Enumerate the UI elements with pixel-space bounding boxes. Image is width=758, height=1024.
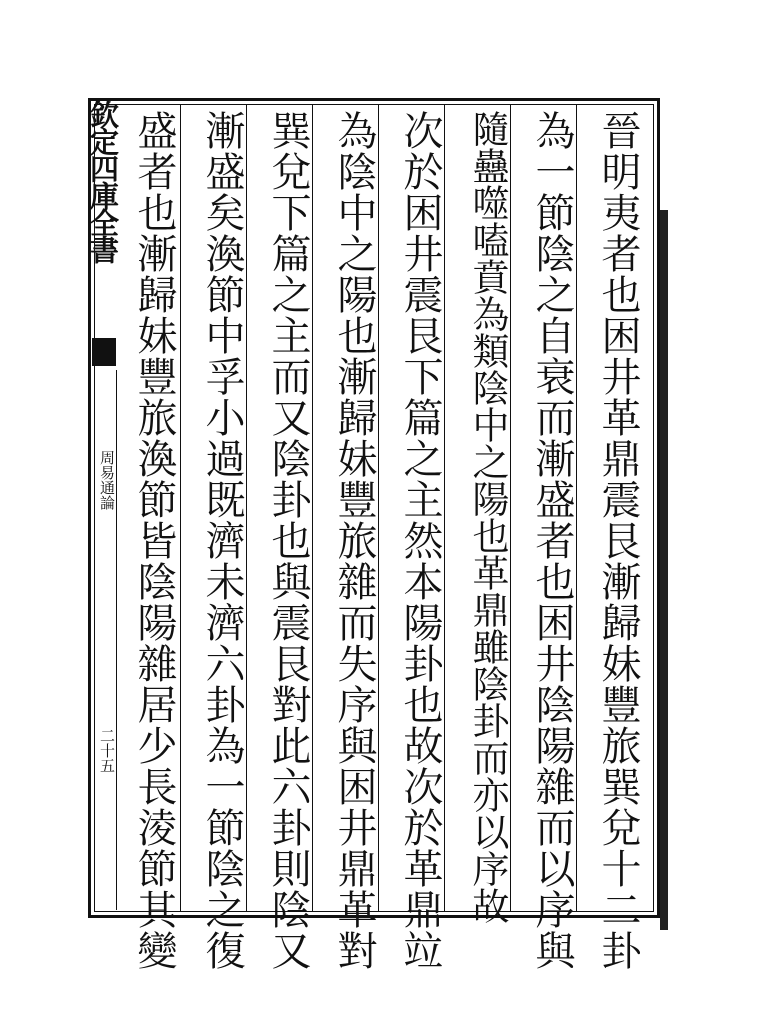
collection-title: 欽定四庫全書 — [86, 100, 120, 262]
page-number: 二十五 — [98, 728, 116, 773]
text-column: 為陰中之陽也漸歸妹豐旅雜而失序與困井鼎革對 — [331, 110, 377, 971]
column-rule — [444, 104, 445, 912]
gutter-rule — [116, 370, 117, 910]
text-column: 漸盛矣渙節中孚小過既濟未濟六卦為一節陰之復 — [199, 110, 245, 971]
text-column: 巽兌下篇之主而又陰卦也與震艮對此六卦則陰又 — [265, 110, 311, 971]
text-column: 盛者也漸歸妹豐旅渙節皆陰陽雜居少長淩節其變 — [131, 110, 177, 971]
fishtail-mark — [92, 338, 116, 366]
book-title: 周易通論 — [98, 450, 116, 510]
page-edge-shadow — [660, 210, 668, 930]
column-rule — [246, 104, 247, 912]
text-column: 次於困井震艮下篇之主然本陽卦也故次於革鼎竝 — [397, 110, 443, 971]
column-rule — [312, 104, 313, 912]
text-column: 隨蠱噬嗑賁為類陰中之陽也革鼎雖陰卦而亦以序故 — [466, 110, 509, 924]
column-rule — [180, 104, 181, 912]
column-rule — [378, 104, 379, 912]
column-rule — [576, 104, 577, 912]
column-rule — [510, 104, 511, 912]
text-column: 為一節陰之自衰而漸盛者也困井陰陽雜而以序與 — [529, 110, 575, 971]
text-column: 晉明夷者也困井革鼎震艮漸歸妹豐旅巽兌十二卦 — [595, 110, 641, 971]
